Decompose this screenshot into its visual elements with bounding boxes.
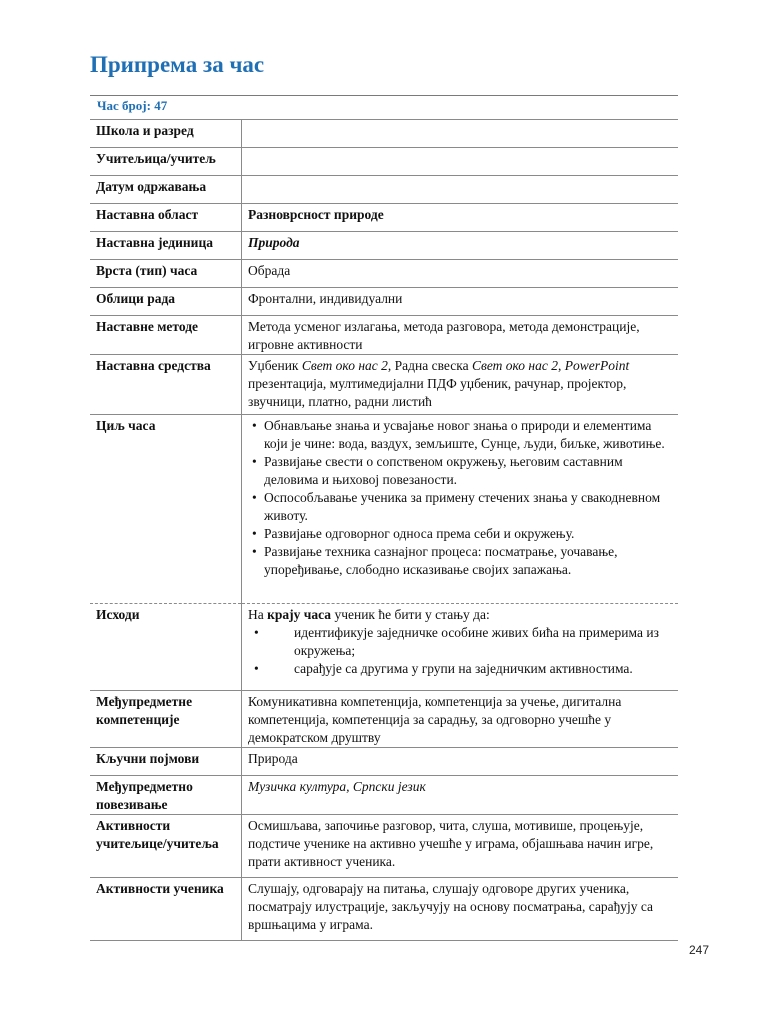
row-label: Међупредметно повезивање [90, 776, 242, 815]
table-row [90, 148, 678, 176]
text-run: PowerPoint [564, 358, 630, 373]
table-row [90, 815, 678, 878]
table-row [90, 415, 678, 604]
row-label: Наставна област [90, 204, 242, 232]
table-row [90, 288, 678, 316]
list-item: • Развијање техника сазнајног процеса: посматрање, уочавање, упоређивање, слободно исказивање својих запажања. [248, 543, 672, 579]
row-label: Наставне методе [90, 316, 242, 355]
text-run: , Радна свеска [387, 358, 472, 373]
row-value: Слушају, одговарају на питања, слушају одговоре других ученика, посматрају илустрације, закључују на основу посматрања, сарађују са вршњацима у играма. [242, 878, 679, 941]
table-row [90, 316, 678, 355]
row-value: Природа [242, 748, 679, 776]
outcomes-intro [248, 606, 672, 624]
text-run: , [558, 358, 565, 373]
list-item: • сарађује са другима у групи на заједничким активностима. [248, 660, 672, 678]
row-label: Учитељица/учитељ [90, 148, 242, 176]
text-run: ученик ће бити у стању да: [331, 607, 490, 622]
row-value: Комуникативна компетенција, компетенција за учење, дигитална компетенција, компетенција за сарадњу, за одговорно учешће у демократском друштву [242, 691, 679, 748]
text-run: Уџбеник [248, 358, 302, 373]
table-row [90, 748, 678, 776]
table-row [90, 776, 678, 815]
list-item: • Развијање свести о сопственом окружењу, његовим саставним деловима и њиховој повезаности. [248, 453, 672, 489]
list-item: • Оспособљавање ученика за примену стечених знања у свакодневном животу. [248, 489, 672, 525]
outcomes-list [248, 624, 672, 678]
row-label: Школа и разред [90, 120, 242, 148]
row-label: Циљ часа [90, 415, 242, 604]
list-item: • Развијање одговорног односа према себи и окружењу. [248, 525, 672, 543]
row-label: Наставна средства [90, 355, 242, 415]
row-value: Осмишљава, започиње разговор, чита, слуша, мотивише, процењује, подстиче ученике на активно учешће у играма, објашњава начин игре, прати активност ученика. [242, 815, 679, 878]
row-value [242, 415, 679, 604]
row-label: Међупредметне компетенције [90, 691, 242, 748]
table-row [90, 604, 678, 691]
row-label: Врста (тип) часа [90, 260, 242, 288]
goal-list [248, 417, 672, 579]
row-value: Обрада [242, 260, 679, 288]
table-row [90, 260, 678, 288]
table-row [90, 204, 678, 232]
lesson-number-row [90, 95, 678, 120]
table-row [90, 691, 678, 748]
row-value: Музичка култура, Српски језик [242, 776, 679, 815]
table-row [90, 120, 678, 148]
list-item: • идентификује заједничке особине живих бића на примерима из окружења; [248, 624, 672, 660]
row-label: Облици рада [90, 288, 242, 316]
text-run: Свет око нас 2 [471, 358, 558, 373]
list-item: • Обнављање знања и усвајање новог знања о природи и елементима који је чине: вода, ваздух, земљиште, Сунце, људи, биљке, животиње. [248, 417, 672, 453]
row-value: Разноврсност природе [242, 204, 679, 232]
text-run: Свет око нас 2 [301, 358, 388, 373]
page-number: 247 [689, 943, 710, 957]
lesson-number: Час број: 47 [97, 98, 168, 113]
row-label: Активности ученика [90, 878, 242, 941]
row-label: Исходи [90, 604, 242, 691]
table-row [90, 176, 678, 204]
row-value [242, 604, 679, 691]
text-run: презентација, мултимедијални ПДФ уџбеник, рачунар, пројектор, звучници, платно, радни листић [248, 376, 627, 409]
row-label: Активности учитељице/учитеља [90, 815, 242, 878]
page-title: Припрема за час [90, 52, 265, 77]
row-value: Природа [242, 232, 679, 260]
table-row [90, 878, 678, 941]
text-run: крају часа [267, 607, 332, 622]
row-label: Кључни појмови [90, 748, 242, 776]
text-run: На [248, 607, 268, 622]
row-label: Датум одржавања [90, 176, 242, 204]
table-row [90, 232, 678, 260]
row-value: Фронтални, индивидуални [242, 288, 679, 316]
table-row [90, 355, 678, 415]
row-value [242, 148, 679, 176]
lesson-plan-table [90, 119, 678, 941]
row-value [242, 355, 679, 415]
row-value [242, 176, 679, 204]
row-label: Наставна јединица [90, 232, 242, 260]
row-value [242, 120, 679, 148]
row-value: Метода усменог излагања, метода разговора, метода демонстрације, игровне активности [242, 316, 679, 355]
